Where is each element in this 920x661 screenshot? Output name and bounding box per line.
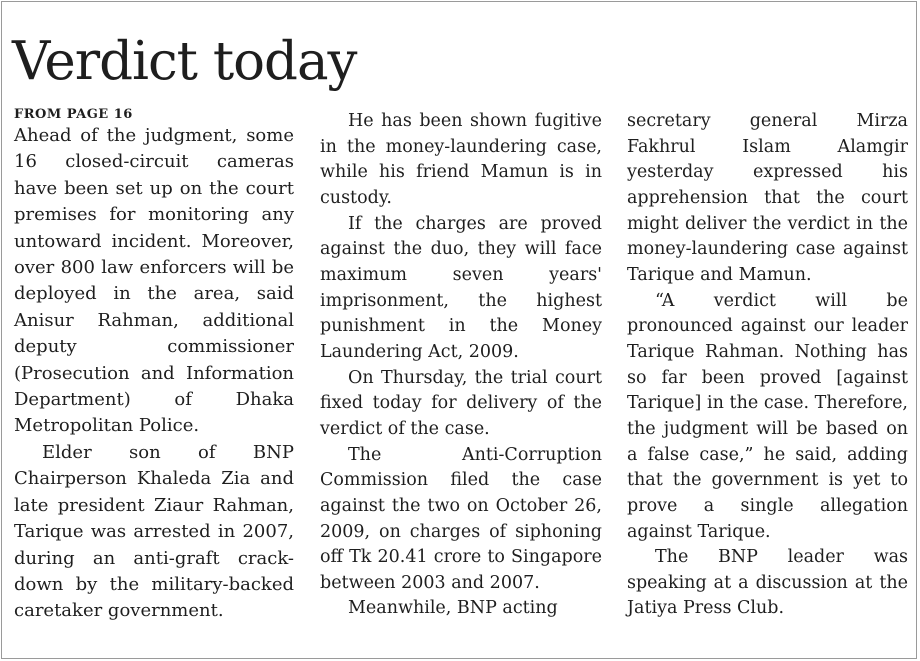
paragraph: secretary general Mirza Fakhrul Islam Alamgir yesterday expressed his apprehension that the court might deliver the verdict in the money-laundering case against Tarique and Mamun. <box>627 111 908 285</box>
headline: Verdict today <box>12 31 357 92</box>
column-1 <box>14 109 294 625</box>
news-clipping <box>1 1 917 659</box>
column-3 <box>627 109 908 622</box>
paragraph: He has been shown fugitive in the money-laundering case, while his friend Mamun is in custody. <box>320 111 602 208</box>
paragraph: “A verdict will be pronounced against our leader Tarique Rahman. Nothing has so far been proved [against Tarique] in the case. Therefore, the judgment will be based on a false case,” he said, adding that the government is yet to prove a single allegation against Tarique. <box>627 290 908 542</box>
paragraph: The Anti-Corruption Commission filed the case against the two on October 26, 2009, on charges of siphoning off Tk 20.41 crore to Singapore between 2003 and 2007. <box>320 444 602 593</box>
paragraph: On Thursday, the trial court fixed today for delivery of the verdict of the case. <box>320 367 602 439</box>
paragraph: If the charges are proved against the duo, they will face maximum seven years' imprisonment, the highest punishment in the Money Laundering Act, 2009. <box>320 213 602 362</box>
paragraph: The BNP leader was speaking at a discussion at the Jatiya Press Club. <box>627 547 908 619</box>
paragraph: Elder son of BNP Chairperson Khaleda Zia and late president Ziaur Rahman, Tarique was arrested in 2007, during an anti-graft crack-down by the military-backed caretaker government. <box>14 441 294 622</box>
paragraph: Ahead of the judgment, some 16 closed-circuit cameras have been set up on the court premises for monitoring any untoward incident. Moreover, over 800 law enforcers will be deployed in the area, said Anisur Rahman, additional deputy commissioner (Prosecution and Information Department) of Dhaka Metropolitan Police. <box>14 125 294 437</box>
column-2 <box>320 109 602 622</box>
continuation-kicker: FROM PAGE 16 <box>14 107 133 122</box>
paragraph: Meanwhile, BNP acting <box>348 598 558 619</box>
